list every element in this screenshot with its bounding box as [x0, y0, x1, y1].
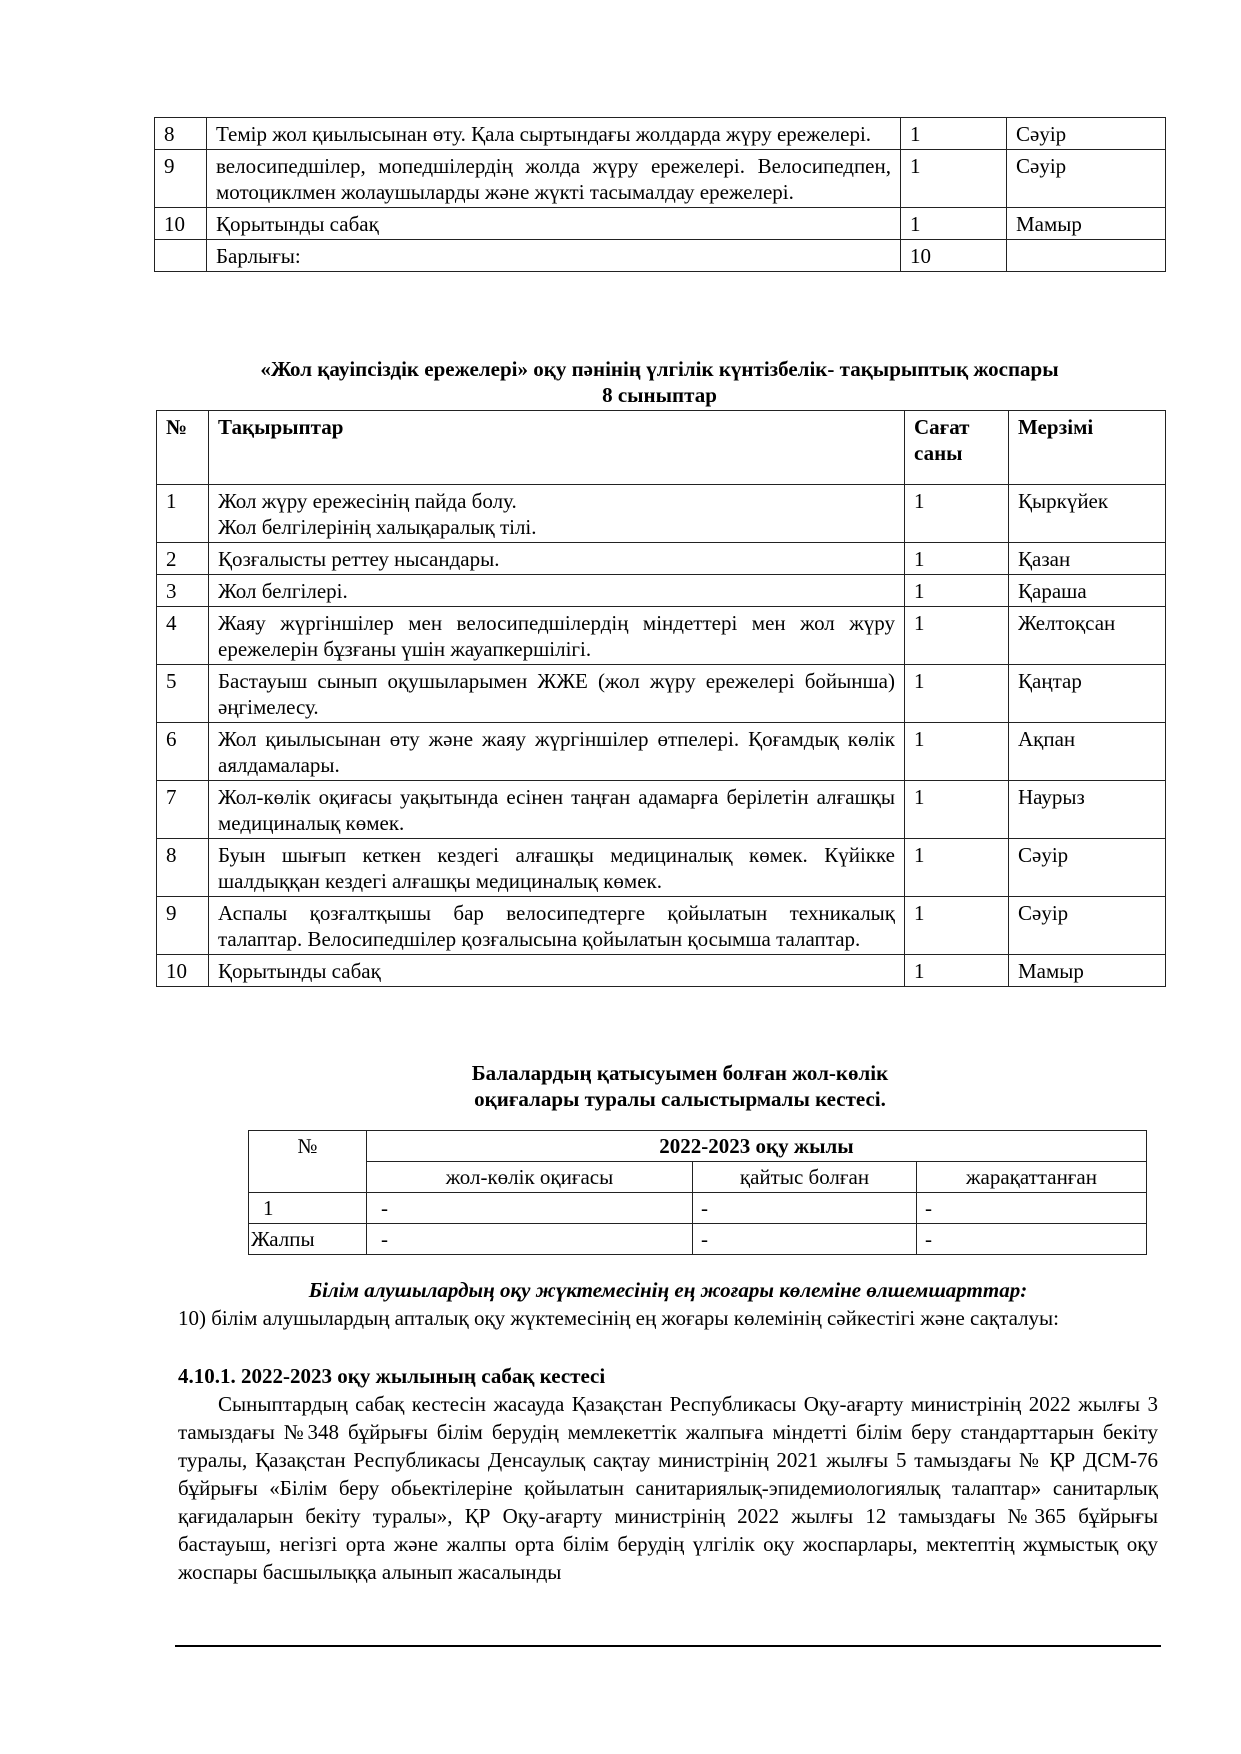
row-label: Жалпы	[249, 1224, 367, 1255]
header-injured: жарақаттанған	[917, 1162, 1147, 1193]
hours-cell: 1	[905, 897, 1009, 955]
table-row	[157, 575, 1166, 607]
table-row	[157, 839, 1166, 897]
row-number: 10	[157, 955, 209, 987]
row-number: 7	[157, 781, 209, 839]
table-row	[157, 543, 1166, 575]
row-label: 1	[249, 1193, 367, 1224]
injured-cell: -	[917, 1224, 1147, 1255]
topic-cell: Жол белгілері.	[209, 575, 905, 607]
month-cell: Сәуір	[1007, 150, 1166, 208]
header-year: 2022-2023 оқу жылы	[367, 1131, 1147, 1162]
header-num: №	[157, 411, 209, 485]
table-row	[155, 208, 1166, 240]
hours-cell: 1	[901, 208, 1007, 240]
header-num: №	[249, 1131, 367, 1193]
table-header-row	[157, 411, 1166, 485]
hours-cell: 1	[901, 150, 1007, 208]
section-heading: 4.10.1. 2022-2023 оқу жылының сабақ кестесі	[178, 1364, 606, 1388]
plan8-table	[156, 410, 1166, 987]
row-number: 8	[157, 839, 209, 897]
table-continuation	[154, 117, 1166, 272]
bottom-rule	[175, 1645, 1161, 1647]
total-hours: 10	[901, 240, 1007, 272]
table-row	[157, 665, 1166, 723]
month-cell: Қаңтар	[1009, 665, 1166, 723]
month-cell: Мамыр	[1009, 955, 1166, 987]
month-cell: Сәуір	[1009, 839, 1166, 897]
header-month: Мерзімі	[1009, 411, 1166, 485]
criteria-item: 10) білім алушылардың апталық оқу жүктемесінің ең жоғары көлемінің сәйкестігі және сақталуы:	[178, 1306, 1059, 1330]
plan8-title-line1: «Жол қауіпсіздік ережелері» оқу пәнінің үлгілік күнтізбелік- тақырыптық жоспары	[260, 357, 1059, 381]
topic-cell	[209, 485, 905, 543]
topic-cell: Қорытынды сабақ	[207, 208, 901, 240]
row-number: 9	[157, 897, 209, 955]
topic-cell: велосипедшілер, мопедшілердің жолда жүру ережелері. Велосипедпен, мотоциклмен жолаушыларды және жүкті тасымалдау ережелері.	[207, 150, 901, 208]
topic-cell: Жол қиылысынан өту және жаяу жүргіншілер өтпелері. Қоғамдық көлік аялдамалары.	[209, 723, 905, 781]
table-row	[157, 781, 1166, 839]
hours-cell: 1	[905, 607, 1009, 665]
month-cell: Қазан	[1009, 543, 1166, 575]
table-row	[155, 150, 1166, 208]
topic-cell: Қозғалысты реттеу нысандары.	[209, 543, 905, 575]
topic-cell: Буын шығып кеткен кездегі алғашқы медициналық көмек. Күйікке шалдыққан кездегі алғашқы медициналық көмек.	[209, 839, 905, 897]
month-cell: Ақпан	[1009, 723, 1166, 781]
accidents-cell: -	[367, 1224, 693, 1255]
row-number: 2	[157, 543, 209, 575]
criteria-heading: Білім алушылардың оқу жүктемесінің ең жоғары көлеміне өлшемшарттар:	[308, 1278, 1028, 1302]
month-cell	[1007, 240, 1166, 272]
hours-cell: 1	[905, 485, 1009, 543]
hours-cell: 1	[905, 575, 1009, 607]
header-deaths: қайтыс болған	[693, 1162, 917, 1193]
table-row	[157, 897, 1166, 955]
table-header-row	[249, 1131, 1147, 1162]
topic-line: Жол белгілерінің халықаралық тілі.	[218, 515, 537, 539]
month-cell: Қыркүйек	[1009, 485, 1166, 543]
header-hours: Сағат саны	[905, 411, 1009, 485]
table-row	[249, 1193, 1147, 1224]
month-cell: Мамыр	[1007, 208, 1166, 240]
accidents-cell: -	[367, 1193, 693, 1224]
topic-cell: Жаяу жүргіншілер мен велосипедшілердің міндеттері мен жол жүру ережелерін бұзғаны үшін жауапкершілігі.	[209, 607, 905, 665]
row-number: 3	[157, 575, 209, 607]
header-accidents: жол-көлік оқиғасы	[367, 1162, 693, 1193]
table-row	[157, 607, 1166, 665]
plan8-title-line2: 8 сыныптар	[602, 383, 717, 407]
topic-line: Жол жүру ережесінің пайда болу.	[218, 489, 517, 513]
deaths-cell: -	[693, 1224, 917, 1255]
row-number: 5	[157, 665, 209, 723]
row-number: 6	[157, 723, 209, 781]
accidents-title-line2: оқиғалары туралы салыстырмалы кестесі.	[474, 1087, 886, 1111]
table-row	[249, 1224, 1147, 1255]
table-row	[155, 118, 1166, 150]
accidents-title-line1: Балалардың қатысуымен болған жол-көлік	[471, 1061, 889, 1085]
deaths-cell: -	[693, 1193, 917, 1224]
accidents-table	[248, 1130, 1147, 1255]
row-number: 10	[155, 208, 207, 240]
topic-cell: Темір жол қиылысынан өту. Қала сыртындағы жолдарда жүру ережелері.	[207, 118, 901, 150]
row-number	[155, 240, 207, 272]
table-row	[157, 485, 1166, 543]
month-cell: Желтоқсан	[1009, 607, 1166, 665]
hours-cell: 1	[905, 723, 1009, 781]
row-number: 8	[155, 118, 207, 150]
plan8-title	[154, 356, 1165, 408]
topic-cell: Қорытынды сабақ	[209, 955, 905, 987]
hours-cell: 1	[905, 955, 1009, 987]
hours-cell: 1	[905, 839, 1009, 897]
hours-cell: 1	[905, 543, 1009, 575]
topic-cell: Бастауыш сынып оқушыларымен ЖЖЕ (жол жүру ережелері бойынша) әңгімелесу.	[209, 665, 905, 723]
row-number: 1	[157, 485, 209, 543]
injured-cell: -	[917, 1193, 1147, 1224]
topic-cell: Жол-көлік оқиғасы уақытында есінен таңған адамарға берілетін алғашқы медициналық көмек.	[209, 781, 905, 839]
table-row	[157, 955, 1166, 987]
hours-cell: 1	[905, 665, 1009, 723]
total-label: Барлығы:	[207, 240, 901, 272]
topic-cell: Аспалы қозғалтқышы бар велосипедтерге қойылатын техникалық талаптар. Велосипедшілер қозғалысына қойылатын қосымша талаптар.	[209, 897, 905, 955]
table-subheader-row	[249, 1162, 1147, 1193]
hours-cell: 1	[905, 781, 1009, 839]
month-cell: Сәуір	[1007, 118, 1166, 150]
body-paragraph: Сыныптардың сабақ кестесін жасауда Қазақстан Республикасы Оқу-ағарту министрінің 2022 жылғы 3 тамыздағы №348 бұйрығы білім берудің мемлекеттік жалпыға міндетті білім беру стандарттарын бекіту туралы, Қазақстан Республикасы Денсаулық сақтау министрінің 2021 жылғы 5 тамыздағы № ҚР ДСМ-76 бұйрығы «Білім беру обьектілеріне қойылатын санитариялық-эпидемиологиялық талаптар» санитарлық қағидаларын бекіту туралы», ҚР Оқу-ағарту министрінің 2022 жылғы 12 тамыздағы №365 бұйрығы бастауыш, негізгі орта және жалпы орта білім берудің үлгілік оқу жоспарлары, мектептің жұмыстық оқу жоспары басшылыққа алынып жасалынды	[178, 1392, 1158, 1584]
month-cell: Наурыз	[1009, 781, 1166, 839]
accidents-title	[300, 1060, 1060, 1112]
header-topic: Тақырыптар	[209, 411, 905, 485]
row-number: 9	[155, 150, 207, 208]
month-cell: Сәуір	[1009, 897, 1166, 955]
month-cell: Қараша	[1009, 575, 1166, 607]
row-number: 4	[157, 607, 209, 665]
table-row-total	[155, 240, 1166, 272]
hours-cell: 1	[901, 118, 1007, 150]
table-row	[157, 723, 1166, 781]
